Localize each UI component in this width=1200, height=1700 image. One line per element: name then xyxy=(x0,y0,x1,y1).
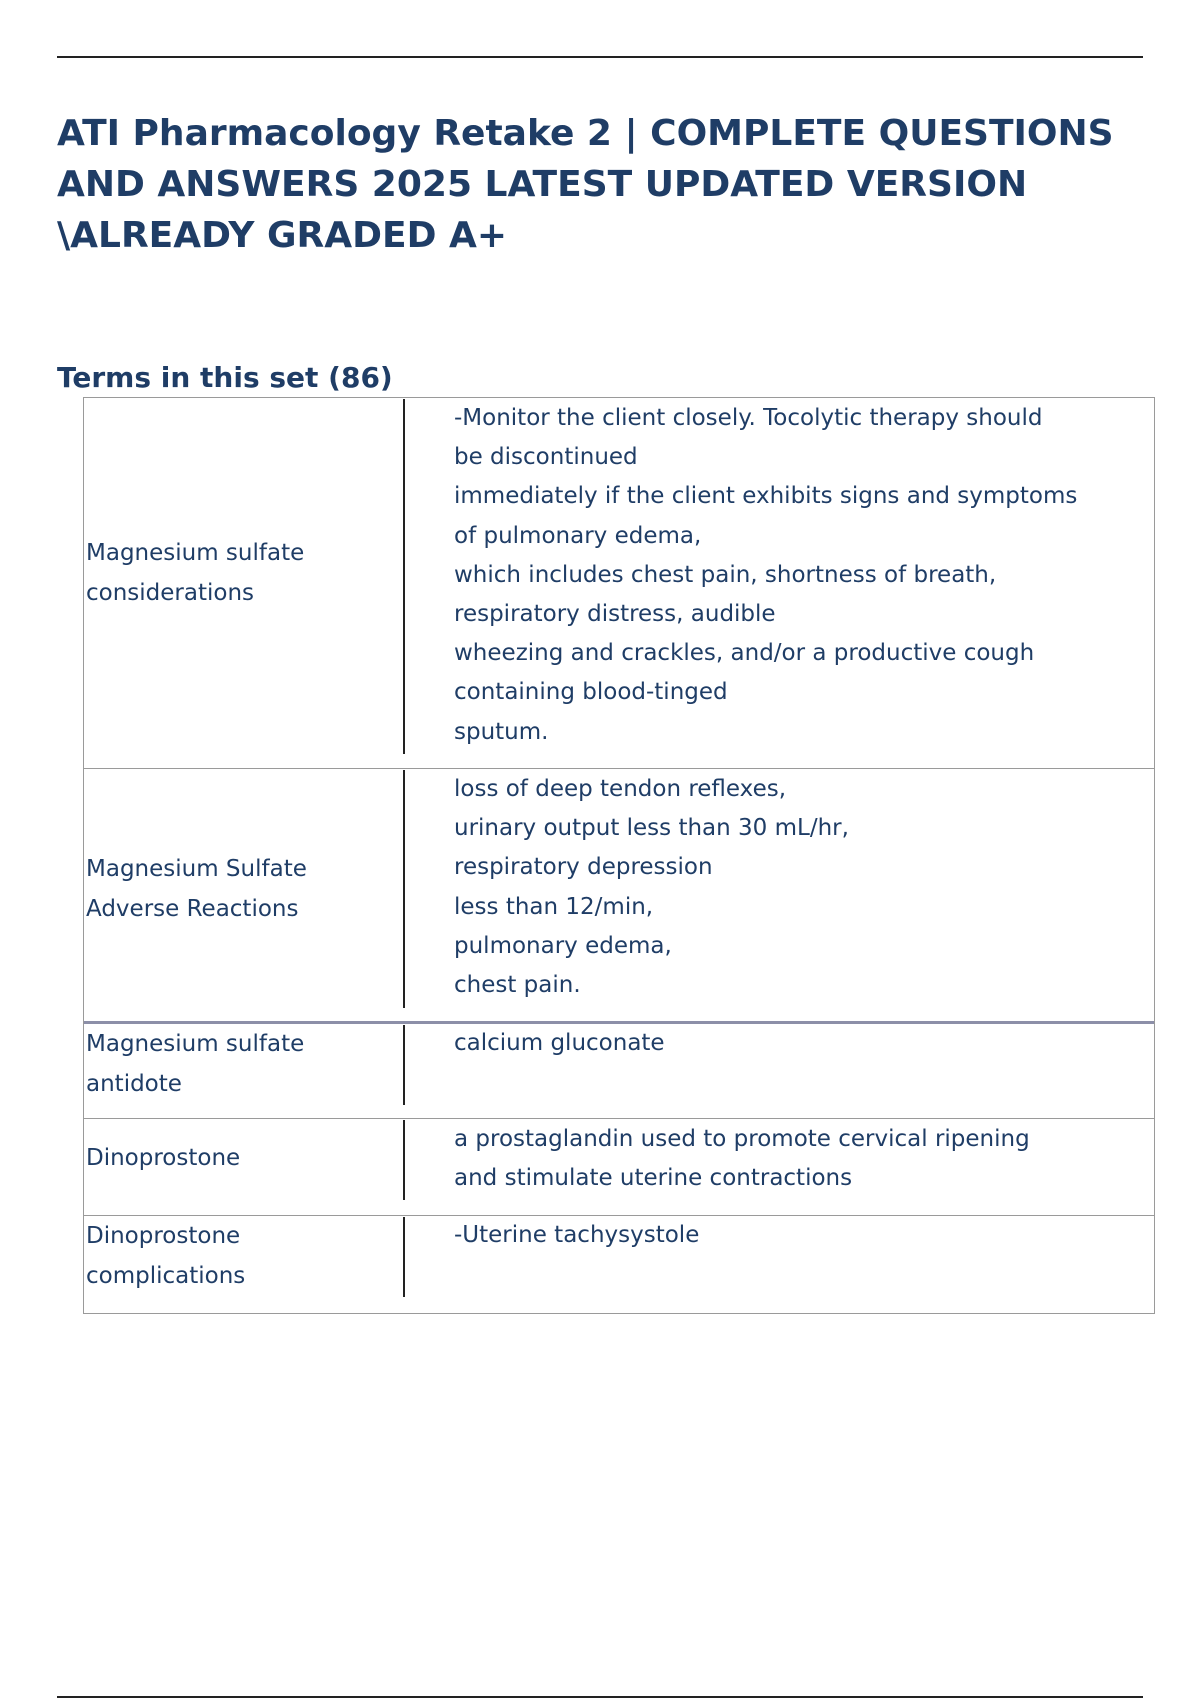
definition-line: containing blood-tinged xyxy=(454,679,728,706)
term-line: antidote xyxy=(86,1071,182,1097)
definition-line: urinary output less than 30 mL/hr, xyxy=(454,815,849,842)
definition-line: chest pain. xyxy=(454,972,581,999)
term-line: Dinoprostone xyxy=(86,1145,241,1171)
title-line: AND ANSWERS 2025 LATEST UPDATED VERSION xyxy=(57,164,1028,205)
definition-line: and stimulate uterine contractions xyxy=(454,1165,853,1192)
column-divider xyxy=(403,399,405,754)
bottom-rule xyxy=(57,1696,1143,1698)
column-divider xyxy=(403,1217,405,1297)
definition-cell xyxy=(454,770,1144,1005)
definition-line: of pulmonary edema, xyxy=(454,522,702,549)
definition-cell xyxy=(454,1024,1144,1063)
column-divider xyxy=(403,1025,405,1105)
term-line: Dinoprostone xyxy=(86,1223,241,1249)
term-cell xyxy=(86,849,396,929)
definition-cell xyxy=(454,1120,1144,1198)
definition-line: wheezing and crackles, and/or a productive cough xyxy=(454,640,1035,667)
definition-cell xyxy=(454,399,1144,752)
term-cell xyxy=(86,1024,396,1104)
top-rule xyxy=(57,56,1143,58)
definition-line: less than 12/min, xyxy=(454,893,654,920)
term-cell xyxy=(86,1216,396,1296)
definition-line: -Uterine tachysystole xyxy=(454,1222,700,1248)
definition-line: loss of deep tendon reflexes, xyxy=(454,776,787,802)
term-cell xyxy=(86,1138,396,1178)
definition-line: respiratory depression xyxy=(454,854,713,881)
term-line: Magnesium sulfate xyxy=(86,1031,305,1057)
title-line: \ALREADY GRADED A+ xyxy=(57,215,508,256)
document-title xyxy=(57,108,1157,261)
column-divider xyxy=(403,1120,405,1200)
term-row xyxy=(84,1119,1154,1216)
definition-line: pulmonary edema, xyxy=(454,932,672,959)
definition-line: which includes chest pain, shortness of breath, xyxy=(454,561,997,588)
term-line: Magnesium Sulfate xyxy=(86,856,307,882)
definition-line: respiratory distress, audible xyxy=(454,601,776,628)
term-row xyxy=(84,1216,1154,1314)
column-divider xyxy=(403,770,405,1008)
title-line: ATI Pharmacology Retake 2 | COMPLETE QUESTIONS xyxy=(57,113,1114,154)
term-row xyxy=(84,769,1154,1024)
term-row xyxy=(84,1024,1154,1119)
term-line: complications xyxy=(86,1263,246,1289)
term-cell xyxy=(86,533,396,613)
term-row xyxy=(84,398,1154,769)
definition-line: -Monitor the client closely. Tocolytic therapy should xyxy=(454,405,1043,431)
set-heading: Terms in this set (86) xyxy=(57,361,393,394)
term-line: considerations xyxy=(86,580,255,606)
term-line: Magnesium sulfate xyxy=(86,540,305,566)
definition-line: sputum. xyxy=(454,718,549,745)
definition-line: a prostaglandin used to promote cervical ripening xyxy=(454,1126,1030,1152)
terms-table xyxy=(83,397,1155,1314)
definition-line: calcium gluconate xyxy=(454,1030,665,1056)
definition-cell xyxy=(454,1216,1144,1255)
term-line: Adverse Reactions xyxy=(86,896,299,922)
definition-line: immediately if the client exhibits signs and symptoms xyxy=(454,483,1078,510)
definition-line: be discontinued xyxy=(454,444,638,471)
